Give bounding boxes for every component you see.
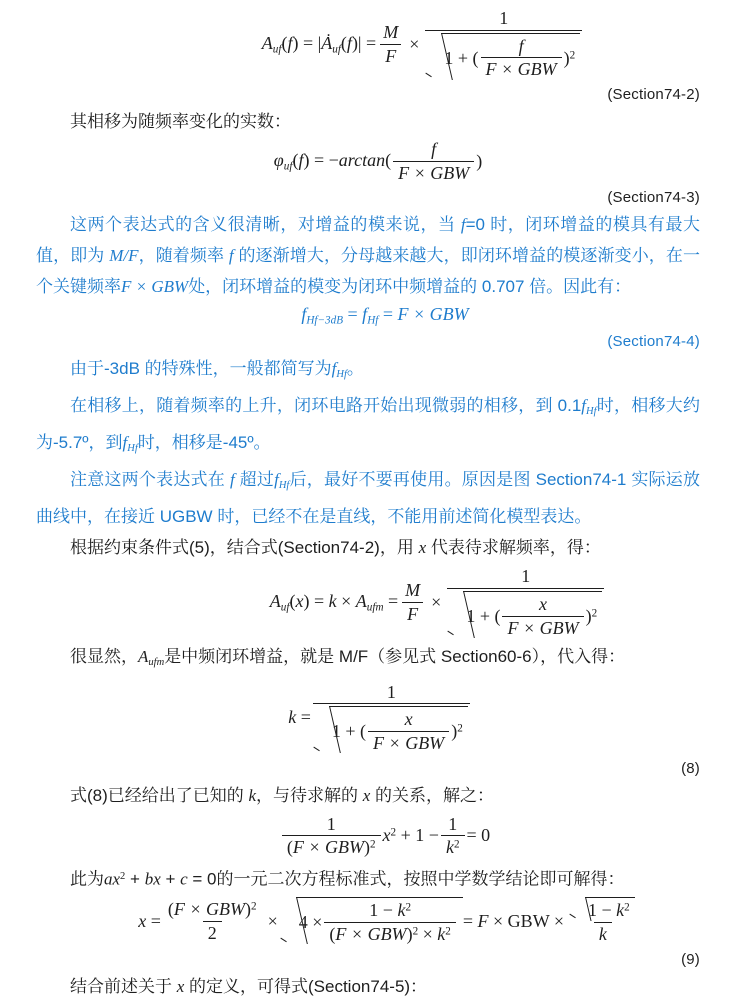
fraction-inner bbox=[324, 900, 455, 944]
numerator: $1 - k^2$ bbox=[369, 900, 412, 921]
denominator bbox=[447, 588, 604, 638]
numerator: f bbox=[431, 139, 437, 160]
denominator bbox=[425, 30, 582, 80]
sqrt-radical bbox=[329, 706, 468, 753]
math-run: 1 + ( bbox=[331, 721, 367, 742]
numerator: M bbox=[383, 21, 399, 42]
numerator: M bbox=[405, 580, 421, 601]
formula-closed-loop-gain-magnitude bbox=[91, 8, 729, 80]
paragraph-conclusion: 结合前述关于 x 的定义，可得式(Section74-5)： bbox=[70, 976, 428, 996]
paragraph-phase-behavior: 在相移上，随着频率的上升，闭环电路开始出现微弱的相移，到 $0.1f_{Hf}$时，相移大约为-5.7º，到$f_{Hf}$时，相移是-45º。 bbox=[36, 395, 700, 455]
fraction bbox=[441, 814, 465, 858]
numerator: x bbox=[404, 709, 413, 730]
times-operator: × bbox=[409, 33, 420, 54]
denominator bbox=[313, 703, 470, 753]
denominator: $k^2$ bbox=[441, 835, 465, 858]
math-run: $A_{uf}(f)$ = $|Ȧ_{uf}(f)|$ = bbox=[261, 32, 377, 56]
denominator: k bbox=[594, 922, 612, 945]
formula-x-solution bbox=[58, 897, 722, 944]
numerator: 1 bbox=[521, 566, 531, 587]
sqrt-radical bbox=[441, 33, 580, 80]
fraction bbox=[282, 814, 381, 858]
paragraph-aufm: 很显然，$A_{ufm}$是中频闭环增益，就是 M/F（参见式 Section60-6），代入得： bbox=[70, 647, 626, 669]
denominator: F × GBW bbox=[502, 616, 583, 639]
fraction-main bbox=[313, 682, 470, 754]
label-eq8: (8) bbox=[681, 759, 700, 777]
numerator: 1 bbox=[386, 681, 396, 702]
math-run: 4 × bbox=[298, 912, 323, 933]
label-section74-3: (Section74-3) bbox=[607, 189, 700, 207]
math-run: $A_{uf}(x) = k \times A_{ufm}$ = bbox=[269, 591, 399, 614]
math-run: )$^2$ bbox=[585, 605, 598, 626]
label-eq9: (9) bbox=[681, 950, 700, 968]
fraction-main bbox=[425, 8, 582, 80]
fraction-m-over-f bbox=[400, 580, 425, 624]
paragraph-explanation: 这两个表达式的含义很清晰，对增益的模来说，当 f=0 时，闭环增益的模具有最大值，即为 M/F，随着频率 f 的逐渐增大，分母越来越大，即闭环增益的模逐渐变小，在一个关键频率F × GBW处，闭环增益的模变为闭环中频增益的 0.707 倍。因此有： bbox=[36, 215, 700, 297]
paragraph-usage-warning: 注意这两个表达式在 f 超过$f_{Hf}$后，最好不要再使用。原因是图 Section74-1 实际运放曲线中，在接近 UGBW 时，已经不在是直线，不能用前述简化模型表达。 bbox=[36, 470, 700, 527]
math-run: k = bbox=[288, 707, 311, 728]
fraction-m-over-f bbox=[378, 22, 403, 66]
formula-auf-x bbox=[106, 566, 729, 638]
paragraph-standard-form: 此为$ax^2$ + bx + c = 0的一元二次方程标准式，按照中学数学结论即可解得： bbox=[70, 869, 625, 889]
math-run: $x^2 + 1$ − bbox=[382, 825, 439, 846]
math-run: $f_{Hf-3dB} = f_{Hf} = F$ × GBW bbox=[301, 304, 469, 327]
math-run: x = bbox=[138, 910, 161, 931]
math-run: ) bbox=[476, 150, 483, 171]
numerator: 1 bbox=[326, 813, 336, 834]
sqrt-radical bbox=[296, 897, 463, 944]
math-run: )$^2$ bbox=[563, 47, 576, 68]
math-run: )$^2$ bbox=[451, 721, 463, 742]
fraction bbox=[566, 897, 640, 944]
formula-corner-frequency bbox=[53, 304, 717, 326]
fraction-inner bbox=[368, 709, 449, 753]
numerator: 1 bbox=[448, 813, 458, 834]
paragraph-3db-note: 由于-3dB 的特殊性，一般都简写为$f_{Hf}$。 bbox=[70, 358, 364, 380]
math-run: = F × GBW × bbox=[462, 910, 565, 931]
denominator: F × GBW bbox=[481, 57, 562, 80]
math-run: 1 + ( bbox=[444, 47, 479, 68]
fraction bbox=[163, 899, 262, 943]
fraction-inner bbox=[481, 36, 562, 80]
paragraph-solve: 式(8)已经给出了已知的 k，与待求解的 x 的关系，解之： bbox=[70, 785, 495, 805]
times-operator: × bbox=[431, 591, 442, 612]
fraction bbox=[393, 139, 474, 183]
math-run: $1 - k^2$ bbox=[588, 900, 630, 921]
denominator: F bbox=[380, 44, 401, 67]
denominator: F × GBW bbox=[393, 161, 474, 184]
fraction-inner bbox=[502, 594, 583, 638]
denominator: 2 bbox=[203, 921, 222, 944]
numerator: x bbox=[539, 594, 548, 615]
fraction-main bbox=[447, 566, 604, 638]
formula-quadratic bbox=[53, 814, 717, 858]
times-operator: × bbox=[267, 910, 278, 931]
formula-phase-shift bbox=[46, 139, 710, 183]
paragraph-phase-intro: 其相移为随频率变化的实数： bbox=[70, 112, 291, 132]
numerator bbox=[566, 897, 640, 922]
denominator: F × GBW bbox=[368, 731, 449, 754]
numerator: f bbox=[518, 35, 524, 56]
label-section74-4: (Section74-4) bbox=[607, 332, 700, 350]
math-run: = 0 bbox=[466, 825, 491, 846]
numerator: 1 bbox=[499, 8, 509, 28]
label-section74-2: (Section74-2) bbox=[607, 86, 700, 104]
numerator: (F × GBW)$^2$ bbox=[167, 898, 257, 919]
sqrt-radical-small bbox=[585, 897, 635, 921]
sqrt-radical bbox=[463, 591, 602, 638]
denominator: F bbox=[402, 602, 423, 625]
formula-k bbox=[48, 682, 712, 754]
denominator: (F × GBW)$^2$ bbox=[282, 835, 381, 858]
paragraph-constraint: 根据约束条件式(5)，结合式(Section74-2)，用 x 代表待求解频率，得： bbox=[70, 538, 601, 558]
math-run: $\varphi_{uf}(f) = -\arctan$( bbox=[273, 150, 392, 173]
math-run: 1 + ( bbox=[466, 605, 501, 626]
denominator: $(F \times GBW)^2 \times k^2$ bbox=[324, 922, 455, 945]
